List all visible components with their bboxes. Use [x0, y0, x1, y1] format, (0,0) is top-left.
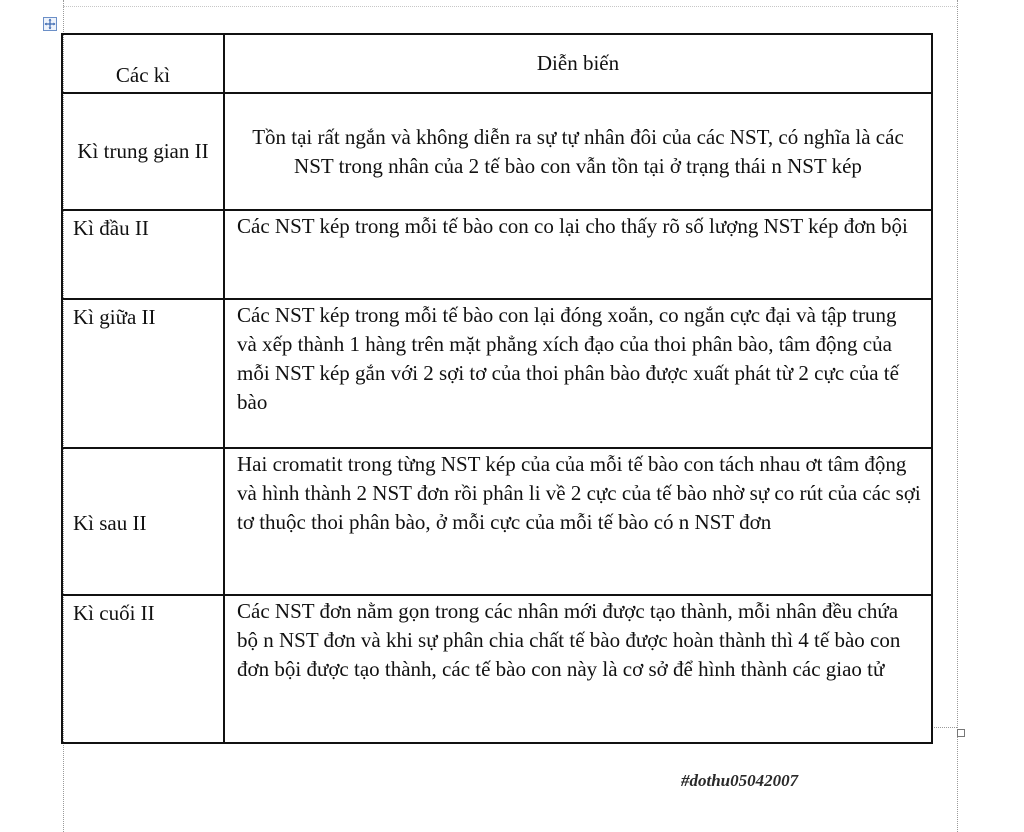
table-row	[62, 595, 932, 743]
header-cell-description: Diễn biến	[224, 34, 932, 93]
table-move-icon[interactable]	[43, 17, 57, 31]
description-cell: Các NST đơn nằm gọn trong các nhân mới được tạo thành, mỗi nhân đều chứa bộ n NST đơn và khi sự phân chia chất tế bào được hoàn thành thì 4 tế bào con đơn bội được tạo thành, các tế bào con này là cơ sở để hình thành các giao tử	[224, 595, 932, 743]
header-cell-phase: Các kì	[62, 34, 224, 93]
phase-cell: Kì giữa II	[62, 299, 224, 448]
table-resize-icon[interactable]	[957, 729, 965, 737]
table-row	[62, 448, 932, 595]
description-cell: Các NST kép trong mỗi tế bào con co lại cho thấy rõ số lượng NST kép đơn bội	[224, 210, 932, 299]
phase-cell: Kì đầu II	[62, 210, 224, 299]
table-row	[62, 299, 932, 448]
description-cell: Hai cromatit trong từng NST kép của của mỗi tế bào con tách nhau ơt tâm động và hình thành 2 NST đơn rồi phân li về 2 cực của tế bào nhờ sự co rút của các sợi tơ thuộc thoi phân bào, ở mỗi cực của mỗi tế bào có n NST đơn	[224, 448, 932, 595]
table-end-guide	[931, 727, 957, 728]
phase-cell: Kì trung gian II	[62, 93, 224, 210]
page-guide-top	[63, 6, 957, 7]
author-signature: #dothu05042007	[681, 771, 799, 790]
page-guide-right	[957, 0, 958, 832]
description-cell: Tồn tại rất ngắn và không diễn ra sự tự nhân đôi của các NST, có nghĩa là các NST trong nhân của 2 tế bào con vẫn tồn tại ở trạng thái n NST kép	[224, 93, 932, 210]
phase-cell: Kì sau II	[62, 448, 224, 595]
phase-cell: Kì cuối II	[62, 595, 224, 743]
table-row	[62, 210, 932, 299]
table-header-row	[62, 34, 932, 93]
description-cell: Các NST kép trong mỗi tế bào con lại đóng xoắn, co ngắn cực đại và tập trung và xếp thành 1 hàng trên mặt phẳng xích đạo của thoi phân bào, tâm động của mỗi NST kép gắn với 2 sợi tơ của thoi phân bào được xuất phát từ 2 cực của tế bào	[224, 299, 932, 448]
meiosis-phases-table	[61, 33, 933, 744]
table-row	[62, 93, 932, 210]
